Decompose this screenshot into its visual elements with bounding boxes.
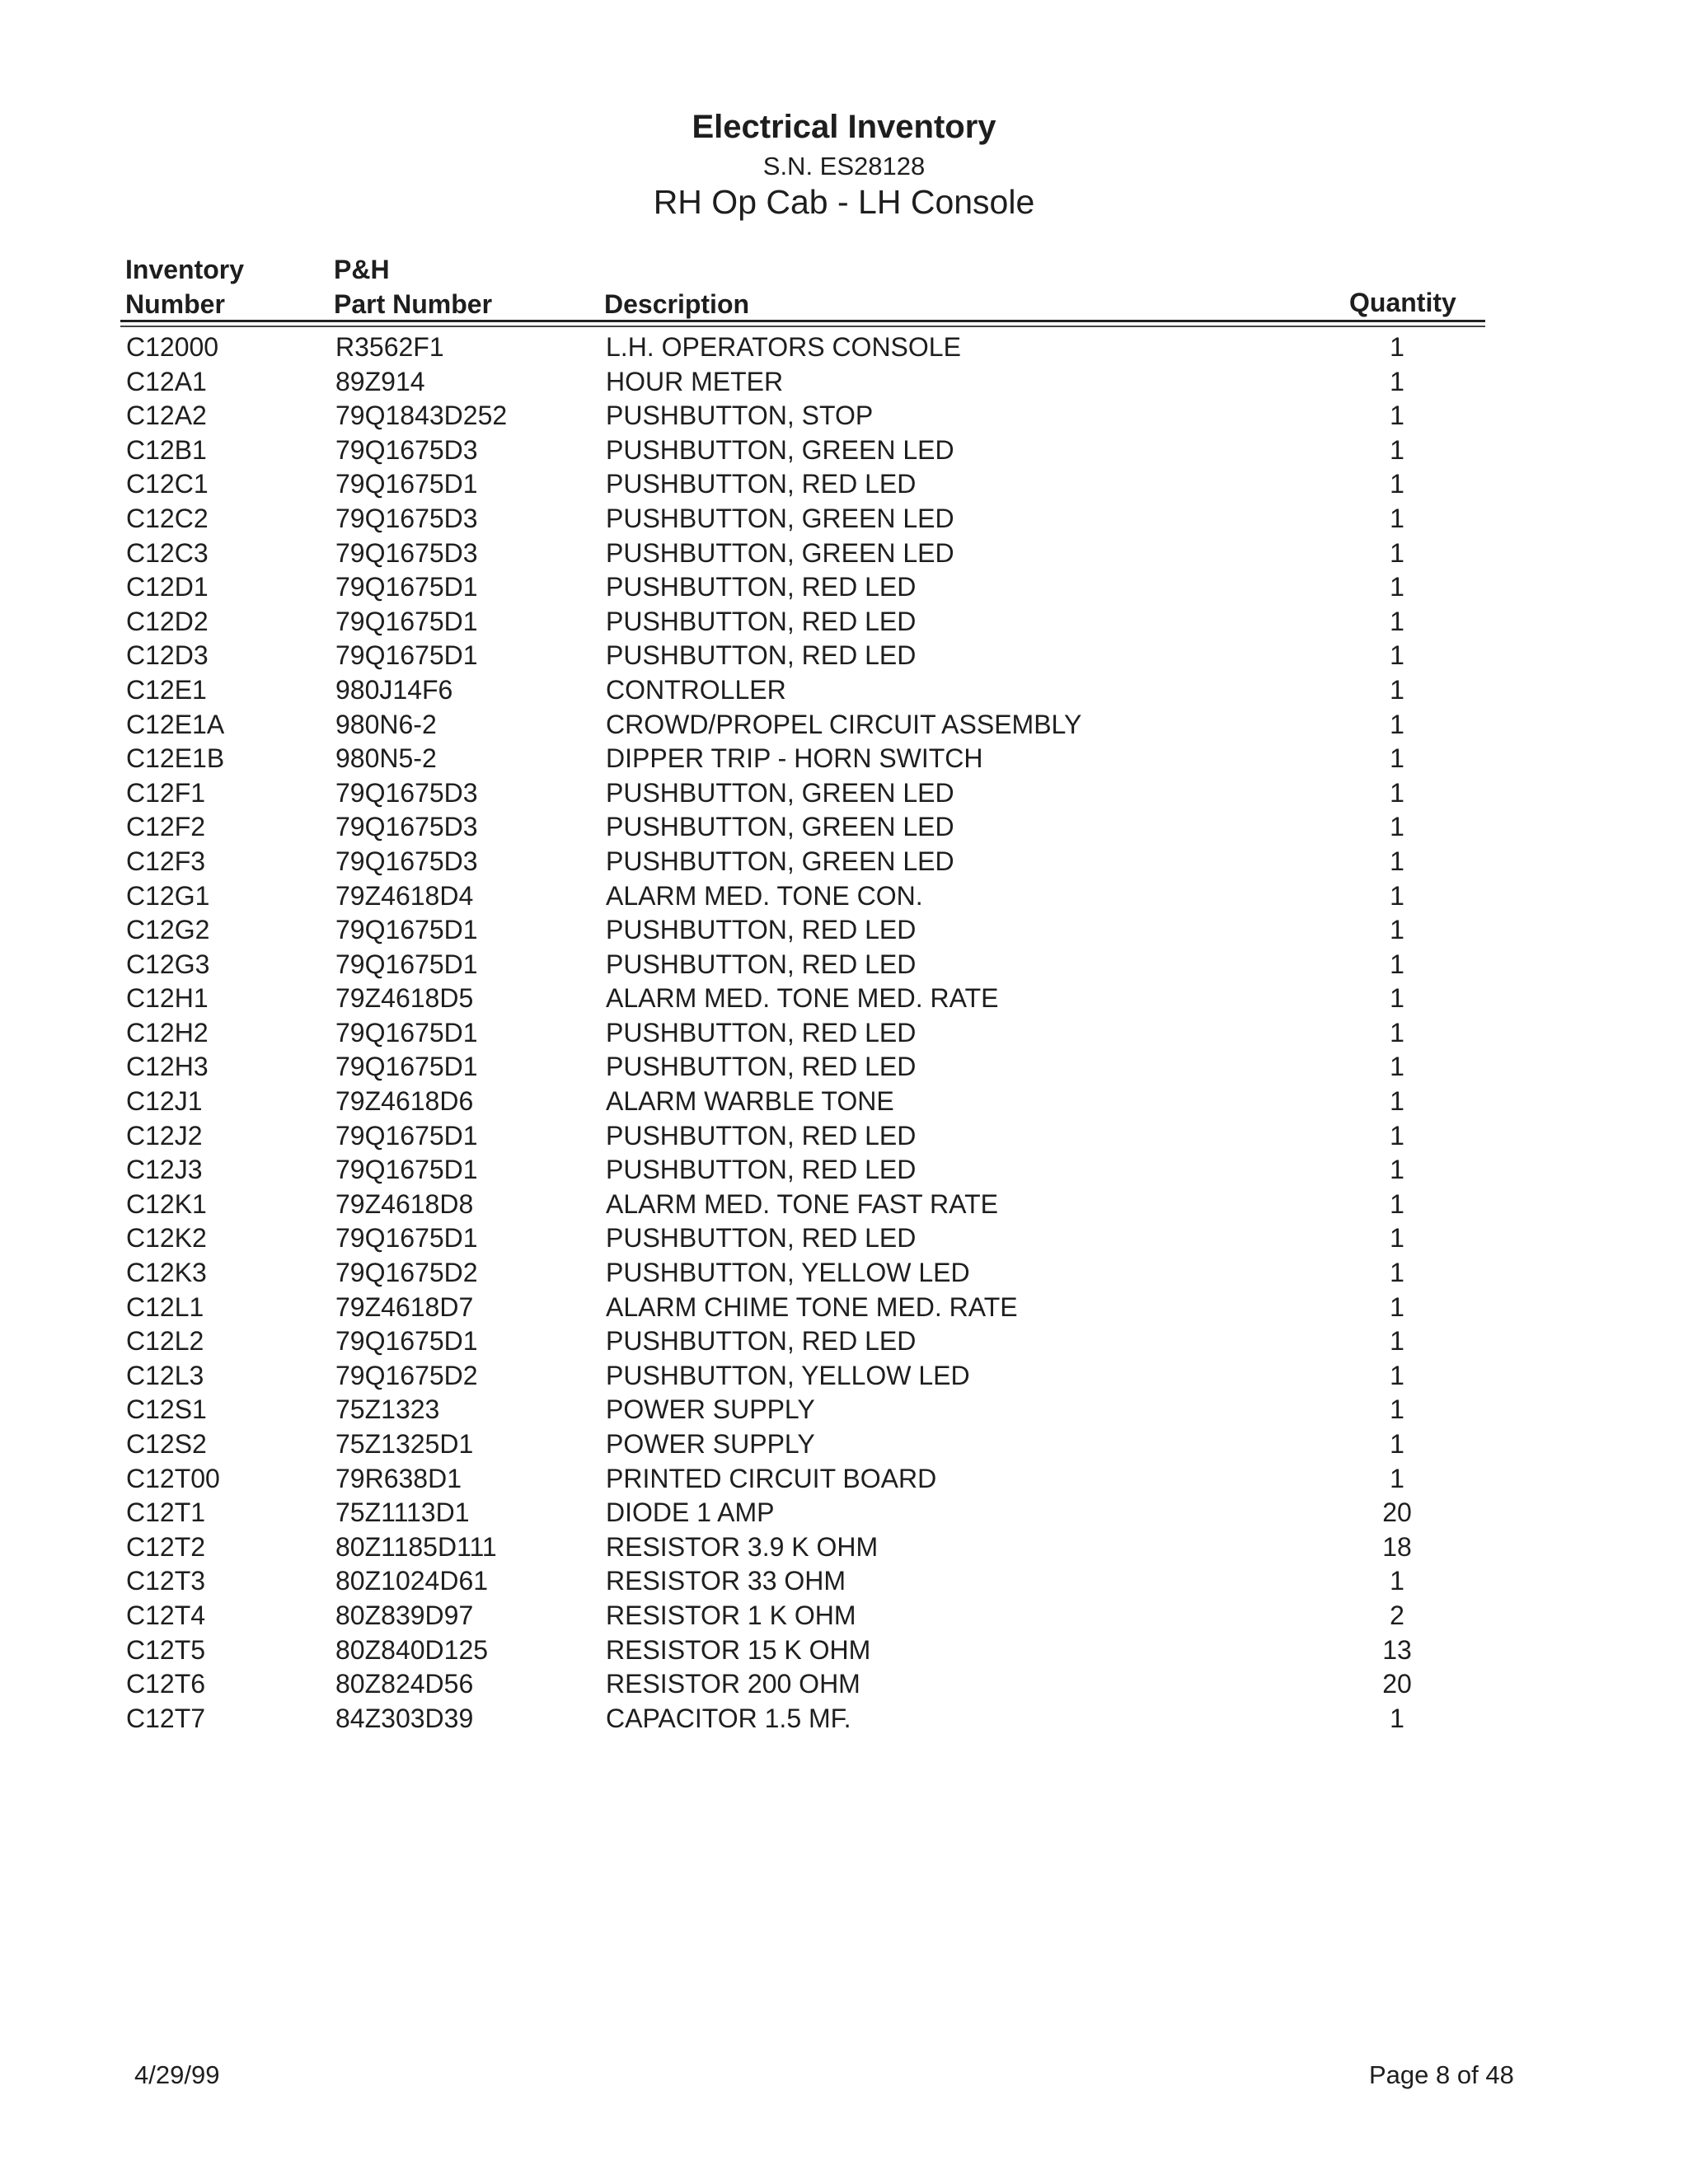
- inventory-number-cell: C12E1: [126, 674, 207, 705]
- table-row: [0, 843, 1688, 878]
- quantity-cell: 1: [1390, 1155, 1404, 1185]
- inventory-number-cell: C12K1: [126, 1188, 207, 1219]
- inventory-number-cell: C12A2: [126, 401, 207, 431]
- description-cell: PRINTED CIRCUIT BOARD: [606, 1463, 937, 1493]
- footer-page-number: Page 8 of 48: [1369, 2060, 1514, 2089]
- table-row: [0, 1015, 1688, 1049]
- part-number-cell: 79R638D1: [335, 1463, 462, 1493]
- description-cell: DIODE 1 AMP: [606, 1497, 775, 1528]
- column-header-part-number: [334, 252, 492, 321]
- column-header-quantity: Quantity: [1349, 288, 1456, 317]
- part-number-cell: 79Q1675D3: [335, 434, 478, 465]
- table-row: [0, 569, 1688, 603]
- quantity-cell: 1: [1390, 1223, 1404, 1254]
- inventory-number-cell: C12T7: [126, 1703, 206, 1733]
- description-cell: CROWD/PROPEL CIRCUIT ASSEMBLY: [606, 709, 1082, 739]
- quantity-cell: 1: [1390, 674, 1404, 705]
- table-row: [0, 603, 1688, 638]
- table-row: [0, 1597, 1688, 1632]
- quantity-cell: 13: [1382, 1634, 1412, 1665]
- table-row: [0, 1254, 1688, 1289]
- description-cell: PUSHBUTTON, RED LED: [606, 915, 917, 945]
- part-number-cell: 79Q1675D1: [335, 949, 478, 979]
- part-number-cell: 79Q1675D3: [335, 537, 478, 568]
- inventory-number-cell: C12H1: [126, 983, 209, 1014]
- inventory-number-cell: C12G3: [126, 949, 210, 979]
- description-cell: ALARM WARBLE TONE: [606, 1086, 894, 1117]
- quantity-cell: 1: [1390, 1394, 1404, 1425]
- part-number-cell: 75Z1323: [335, 1394, 440, 1425]
- description-cell: DIPPER TRIP - HORN SWITCH: [606, 743, 983, 774]
- description-cell: CAPACITOR 1.5 MF.: [606, 1703, 851, 1733]
- quantity-cell: 1: [1390, 1086, 1404, 1117]
- part-number-cell: 80Z824D56: [335, 1669, 474, 1699]
- quantity-cell: 1: [1390, 469, 1404, 499]
- description-cell: PUSHBUTTON, RED LED: [606, 606, 917, 636]
- description-cell: ALARM MED. TONE FAST RATE: [606, 1188, 998, 1219]
- quantity-cell: 1: [1390, 983, 1404, 1014]
- table-row: [0, 878, 1688, 912]
- table-row: [0, 946, 1688, 981]
- description-cell: CONTROLLER: [606, 674, 786, 705]
- column-header-part-line2: Part Number: [334, 289, 493, 319]
- description-cell: PUSHBUTTON, RED LED: [606, 949, 917, 979]
- inventory-number-cell: C12D1: [126, 572, 209, 602]
- part-number-cell: 79Q1675D3: [335, 812, 478, 842]
- part-number-cell: 980N6-2: [335, 709, 437, 739]
- inventory-number-cell: C12H2: [126, 1017, 209, 1047]
- table-row: [0, 1666, 1688, 1700]
- inventory-number-cell: C12B1: [126, 434, 207, 465]
- part-number-cell: 79Q1675D2: [335, 1360, 478, 1390]
- part-number-cell: 980N5-2: [335, 743, 437, 774]
- description-cell: POWER SUPPLY: [606, 1394, 815, 1425]
- description-cell: POWER SUPPLY: [606, 1429, 815, 1459]
- part-number-cell: 79Q1675D1: [335, 1326, 478, 1357]
- inventory-number-cell: C12H3: [126, 1052, 209, 1082]
- inventory-number-cell: C12T00: [126, 1463, 220, 1493]
- part-number-cell: 80Z840D125: [335, 1634, 489, 1665]
- part-number-cell: 79Q1675D1: [335, 1155, 478, 1185]
- quantity-cell: 1: [1390, 1120, 1404, 1151]
- inventory-number-cell: C12S2: [126, 1429, 207, 1459]
- quantity-cell: 1: [1390, 777, 1404, 808]
- quantity-cell: 1: [1390, 1326, 1404, 1357]
- part-number-cell: 79Q1843D252: [335, 401, 508, 431]
- table-row: [0, 672, 1688, 706]
- description-cell: RESISTOR 200 OHM: [606, 1669, 860, 1699]
- quantity-cell: 1: [1390, 1463, 1404, 1493]
- table-row: [0, 432, 1688, 466]
- description-cell: RESISTOR 15 K OHM: [606, 1634, 871, 1665]
- description-cell: ALARM CHIME TONE MED. RATE: [606, 1291, 1018, 1322]
- inventory-number-cell: C12T2: [126, 1531, 206, 1562]
- table-row: [0, 1118, 1688, 1152]
- inventory-number-cell: C12F3: [126, 846, 206, 876]
- quantity-cell: 1: [1390, 332, 1404, 362]
- description-cell: PUSHBUTTON, YELLOW LED: [606, 1360, 970, 1390]
- quantity-cell: 1: [1390, 743, 1404, 774]
- part-number-cell: 79Z4618D6: [335, 1086, 474, 1117]
- inventory-number-cell: C12000: [126, 332, 219, 362]
- part-number-cell: 980J14F6: [335, 674, 453, 705]
- serial-number: S.N. ES28128: [762, 152, 926, 180]
- inventory-number-cell: C12D2: [126, 606, 209, 636]
- table-row: [0, 1186, 1688, 1221]
- column-header-description: Description: [604, 289, 750, 319]
- part-number-cell: 80Z1185D111: [335, 1531, 497, 1562]
- description-cell: PUSHBUTTON, RED LED: [606, 1120, 917, 1151]
- description-cell: PUSHBUTTON, STOP: [606, 401, 874, 431]
- table-row: [0, 1220, 1688, 1254]
- quantity-cell: 1: [1390, 1703, 1404, 1733]
- part-number-cell: 79Z4618D4: [335, 880, 474, 911]
- inventory-number-cell: C12T1: [126, 1497, 206, 1528]
- quantity-cell: 1: [1390, 949, 1404, 979]
- part-number-cell: 80Z1024D61: [335, 1566, 489, 1596]
- inventory-number-cell: C12L2: [126, 1326, 204, 1357]
- table-row: [0, 1289, 1688, 1324]
- quantity-cell: 20: [1382, 1497, 1412, 1528]
- quantity-cell: 1: [1390, 1360, 1404, 1390]
- quantity-cell: 2: [1390, 1600, 1404, 1630]
- quantity-cell: 1: [1390, 1188, 1404, 1219]
- description-cell: ALARM MED. TONE MED. RATE: [606, 983, 999, 1014]
- quantity-cell: 1: [1390, 812, 1404, 842]
- inventory-number-cell: C12S1: [126, 1394, 207, 1425]
- document-subtitle: RH Op Cab - LH Console: [653, 183, 1035, 221]
- part-number-cell: 80Z839D97: [335, 1600, 474, 1630]
- part-number-cell: 79Q1675D2: [335, 1258, 478, 1288]
- description-cell: L.H. OPERATORS CONSOLE: [606, 332, 961, 362]
- inventory-number-cell: C12J1: [126, 1086, 203, 1117]
- inventory-number-cell: C12T3: [126, 1566, 206, 1596]
- description-cell: PUSHBUTTON, RED LED: [606, 640, 917, 671]
- table-row: [0, 1083, 1688, 1118]
- table-row: [0, 466, 1688, 500]
- description-cell: PUSHBUTTON, RED LED: [606, 1052, 917, 1082]
- quantity-cell: 1: [1390, 1291, 1404, 1322]
- part-number-cell: 89Z914: [335, 366, 425, 396]
- inventory-number-cell: C12J3: [126, 1155, 203, 1185]
- table-row: [0, 500, 1688, 535]
- table-row: [0, 912, 1688, 946]
- quantity-cell: 1: [1390, 503, 1404, 533]
- description-cell: PUSHBUTTON, RED LED: [606, 1326, 917, 1357]
- table-row: [0, 980, 1688, 1015]
- part-number-cell: 79Q1675D1: [335, 1223, 478, 1254]
- table-row: [0, 1391, 1688, 1426]
- table-row: [0, 1048, 1688, 1083]
- part-number-cell: 75Z1325D1: [335, 1429, 474, 1459]
- description-cell: PUSHBUTTON, RED LED: [606, 572, 917, 602]
- table-row: [0, 637, 1688, 672]
- inventory-number-cell: C12C2: [126, 503, 209, 533]
- inventory-number-cell: C12T6: [126, 1669, 206, 1699]
- table-row: [0, 1494, 1688, 1529]
- table-row: [0, 1563, 1688, 1597]
- part-number-cell: 79Q1675D3: [335, 777, 478, 808]
- quantity-cell: 1: [1390, 880, 1404, 911]
- inventory-number-cell: C12T5: [126, 1634, 206, 1665]
- footer-date: 4/29/99: [134, 2060, 220, 2089]
- inventory-number-cell: C12C3: [126, 537, 209, 568]
- part-number-cell: 79Q1675D1: [335, 1017, 478, 1047]
- part-number-cell: 79Z4618D8: [335, 1188, 474, 1219]
- part-number-cell: 79Z4618D7: [335, 1291, 474, 1322]
- description-cell: PUSHBUTTON, GREEN LED: [606, 777, 954, 808]
- inventory-number-cell: C12L1: [126, 1291, 204, 1322]
- quantity-cell: 18: [1382, 1531, 1412, 1562]
- inventory-number-cell: C12K3: [126, 1258, 207, 1288]
- table-row: [0, 1460, 1688, 1495]
- table-row: [0, 1151, 1688, 1186]
- description-cell: PUSHBUTTON, GREEN LED: [606, 812, 954, 842]
- inventory-number-cell: C12K2: [126, 1223, 207, 1254]
- description-cell: PUSHBUTTON, RED LED: [606, 1223, 917, 1254]
- quantity-cell: 1: [1390, 606, 1404, 636]
- document-title: Electrical Inventory: [692, 109, 996, 145]
- table-row: [0, 1700, 1688, 1735]
- inventory-number-cell: C12E1B: [126, 743, 225, 774]
- column-header-inventory-line2: Number: [125, 289, 225, 319]
- quantity-cell: 1: [1390, 1052, 1404, 1082]
- table-row: [0, 1357, 1688, 1392]
- part-number-cell: 75Z1113D1: [335, 1497, 470, 1528]
- inventory-number-cell: C12F2: [126, 812, 206, 842]
- quantity-cell: 1: [1390, 537, 1404, 568]
- part-number-cell: 79Q1675D1: [335, 572, 478, 602]
- column-header-part-line1: P&H: [334, 255, 390, 284]
- inventory-number-cell: C12F1: [126, 777, 206, 808]
- inventory-table-body: [0, 329, 1688, 1734]
- quantity-cell: 1: [1390, 709, 1404, 739]
- inventory-number-cell: C12D3: [126, 640, 209, 671]
- description-cell: PUSHBUTTON, GREEN LED: [606, 537, 954, 568]
- part-number-cell: 79Q1675D3: [335, 503, 478, 533]
- description-cell: ALARM MED. TONE CON.: [606, 880, 923, 911]
- quantity-cell: 1: [1390, 1429, 1404, 1459]
- inventory-number-cell: C12C1: [126, 469, 209, 499]
- table-row: [0, 706, 1688, 741]
- table-row: [0, 1632, 1688, 1666]
- description-cell: HOUR METER: [606, 366, 784, 396]
- part-number-cell: 79Q1675D1: [335, 469, 478, 499]
- quantity-cell: 1: [1390, 1566, 1404, 1596]
- quantity-cell: 1: [1390, 915, 1404, 945]
- column-header-inventory-line1: Inventory: [125, 255, 245, 284]
- table-row: [0, 740, 1688, 775]
- header-rule-thin: [120, 326, 1485, 327]
- quantity-cell: 1: [1390, 1017, 1404, 1047]
- description-cell: PUSHBUTTON, GREEN LED: [606, 503, 954, 533]
- table-row: [0, 1426, 1688, 1460]
- description-cell: PUSHBUTTON, RED LED: [606, 1155, 917, 1185]
- table-row: [0, 363, 1688, 398]
- part-number-cell: 79Q1675D3: [335, 846, 478, 876]
- description-cell: RESISTOR 1 K OHM: [606, 1600, 856, 1630]
- description-cell: PUSHBUTTON, RED LED: [606, 1017, 917, 1047]
- description-cell: RESISTOR 33 OHM: [606, 1566, 846, 1596]
- part-number-cell: 79Q1675D1: [335, 606, 478, 636]
- description-cell: PUSHBUTTON, GREEN LED: [606, 434, 954, 465]
- part-number-cell: 79Z4618D5: [335, 983, 474, 1014]
- inventory-number-cell: C12J2: [126, 1120, 203, 1151]
- part-number-cell: 79Q1675D1: [335, 1120, 478, 1151]
- quantity-cell: 1: [1390, 434, 1404, 465]
- quantity-cell: 1: [1390, 640, 1404, 671]
- quantity-cell: 1: [1390, 366, 1404, 396]
- description-cell: PUSHBUTTON, RED LED: [606, 469, 917, 499]
- table-row: [0, 329, 1688, 363]
- description-cell: RESISTOR 3.9 K OHM: [606, 1531, 879, 1562]
- column-header-inventory-number: [125, 252, 244, 321]
- table-row: [0, 775, 1688, 809]
- inventory-number-cell: C12A1: [126, 366, 207, 396]
- header-rule-thick: [120, 320, 1485, 322]
- quantity-cell: 1: [1390, 572, 1404, 602]
- table-row: [0, 808, 1688, 843]
- table-row: [0, 535, 1688, 569]
- quantity-cell: 1: [1390, 401, 1404, 431]
- description-cell: PUSHBUTTON, YELLOW LED: [606, 1258, 970, 1288]
- inventory-number-cell: C12E1A: [126, 709, 225, 739]
- inventory-number-cell: C12G2: [126, 915, 210, 945]
- part-number-cell: 79Q1675D1: [335, 915, 478, 945]
- inventory-number-cell: C12T4: [126, 1600, 206, 1630]
- part-number-cell: 84Z303D39: [335, 1703, 474, 1733]
- table-row: [0, 397, 1688, 432]
- inventory-number-cell: C12L3: [126, 1360, 204, 1390]
- part-number-cell: R3562F1: [335, 332, 444, 362]
- inventory-number-cell: C12G1: [126, 880, 210, 911]
- quantity-cell: 1: [1390, 846, 1404, 876]
- table-row: [0, 1323, 1688, 1357]
- quantity-cell: 1: [1390, 1258, 1404, 1288]
- table-row: [0, 1529, 1688, 1563]
- part-number-cell: 79Q1675D1: [335, 640, 478, 671]
- description-cell: PUSHBUTTON, GREEN LED: [606, 846, 954, 876]
- quantity-cell: 20: [1382, 1669, 1412, 1699]
- part-number-cell: 79Q1675D1: [335, 1052, 478, 1082]
